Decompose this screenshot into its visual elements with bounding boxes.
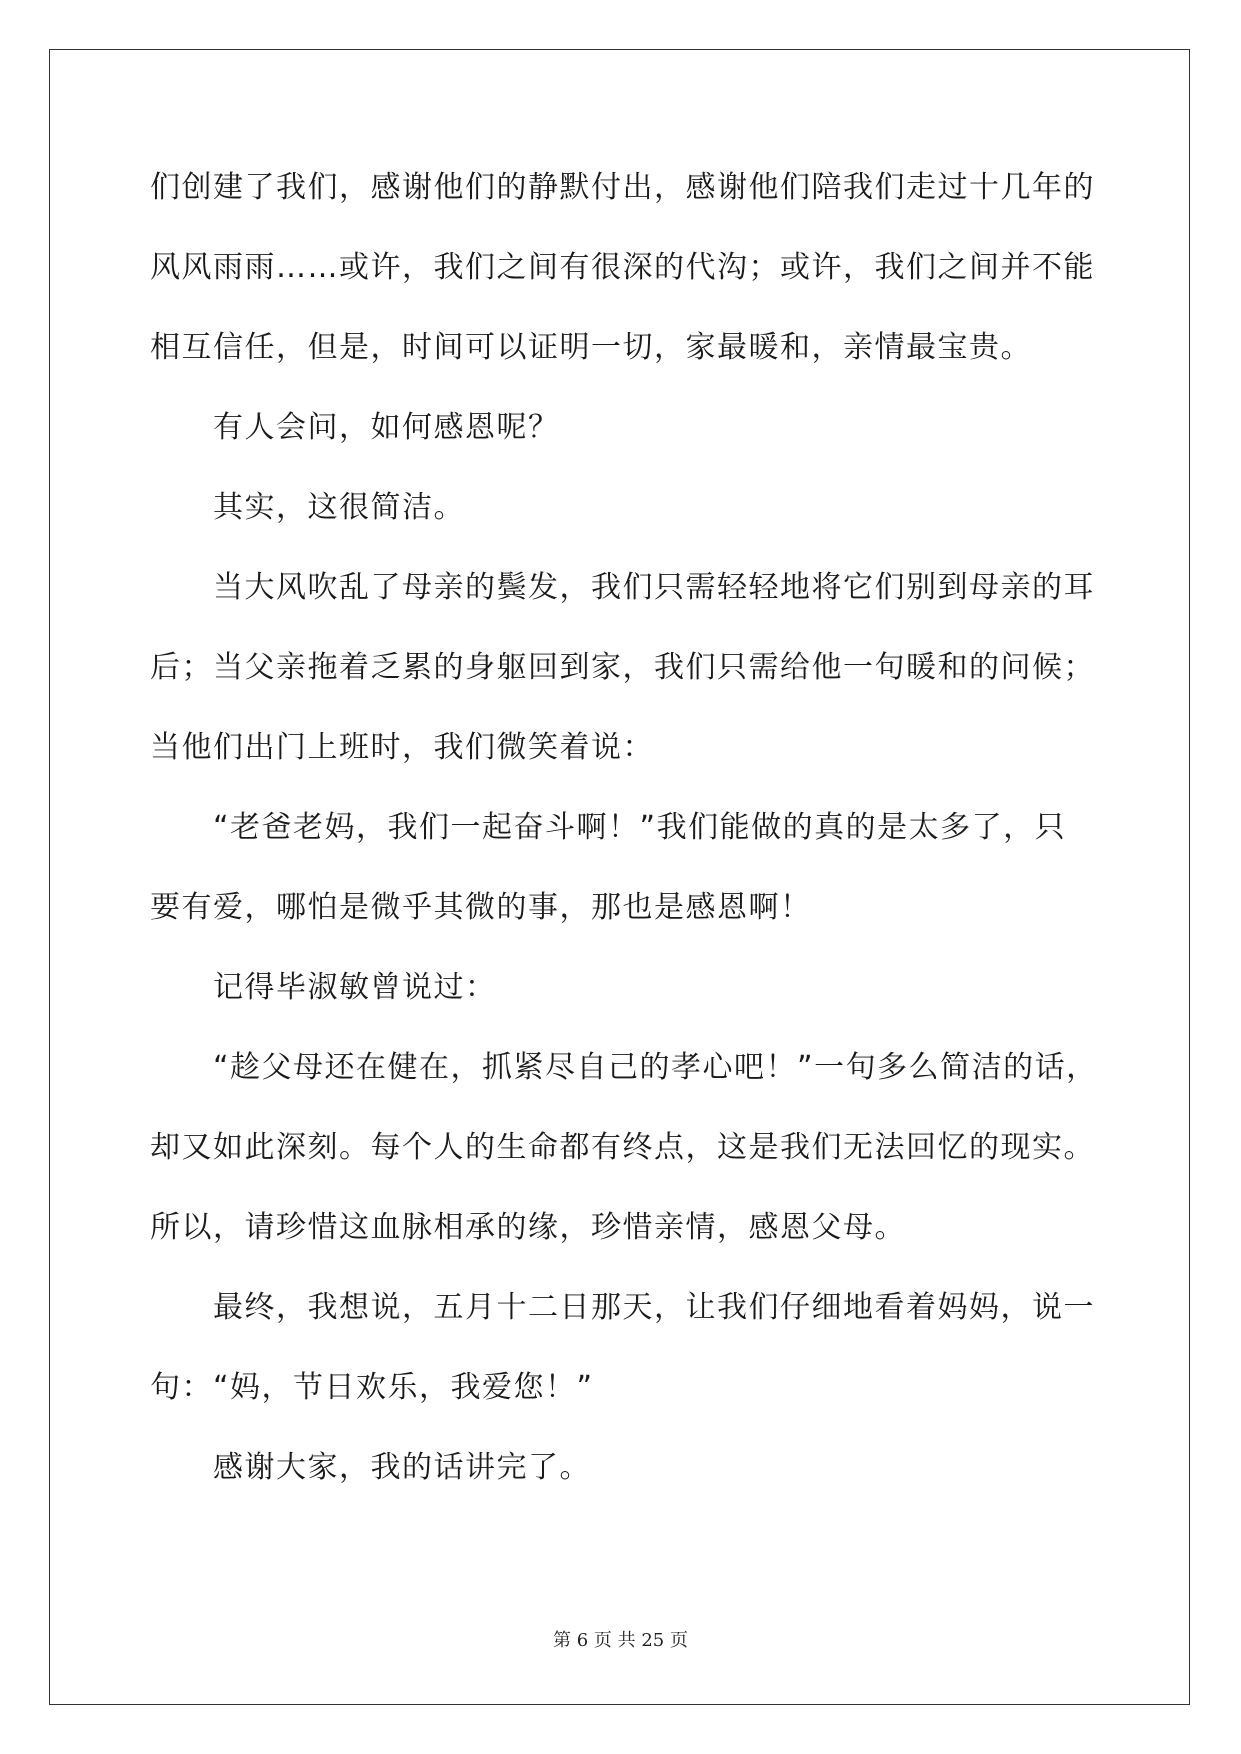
text-line: 有人会问，如何感恩呢？ xyxy=(213,410,560,445)
text-line: 其实，这很简洁。 xyxy=(213,490,465,525)
text-line: 相互信任，但是，时间可以证明一切，家最暖和，亲情最宝贵。 xyxy=(150,330,1032,365)
text-line: “老爸老妈，我们一起奋斗啊！”我们能做的真的是太多了，只 xyxy=(213,810,1067,845)
text-line: 记得毕淑敏曾说过： xyxy=(213,970,497,1005)
text-line: 当他们出门上班时，我们微笑着说： xyxy=(150,730,654,765)
text-line: 当大风吹乱了母亲的鬓发，我们只需轻轻地将它们别到母亲的耳 xyxy=(213,570,1095,605)
page-number-footer: 第 6 页 共 25 页 xyxy=(553,1630,688,1651)
text-line: 风风雨雨……或许，我们之间有很深的代沟；或许，我们之间并不能 xyxy=(150,250,1095,285)
text-line: 所以，请珍惜这血脉相承的缘，珍惜亲情，感恩父母。 xyxy=(150,1210,906,1245)
text-line: 们创建了我们，感谢他们的静默付出，感谢他们陪我们走过十几年的 xyxy=(150,170,1095,205)
text-line: 后；当父亲拖着乏累的身躯回到家，我们只需给他一句暖和的问候； xyxy=(150,650,1095,685)
text-line: 感谢大家，我的话讲完了。 xyxy=(213,1450,591,1485)
text-line: 最终，我想说，五月十二日那天，让我们仔细地看着妈妈，说一 xyxy=(213,1290,1095,1325)
text-line: 句：“妈，节日欢乐，我爱您！” xyxy=(150,1370,594,1405)
text-line: 要有爱，哪怕是微乎其微的事，那也是感恩啊！ xyxy=(150,890,812,925)
text-line: 却又如此深刻。每个人的生命都有终点，这是我们无法回忆的现实。 xyxy=(150,1130,1095,1165)
text-line: “趁父母还在健在，抓紧尽自己的孝心吧！”一句多么简洁的话， xyxy=(213,1050,1098,1085)
